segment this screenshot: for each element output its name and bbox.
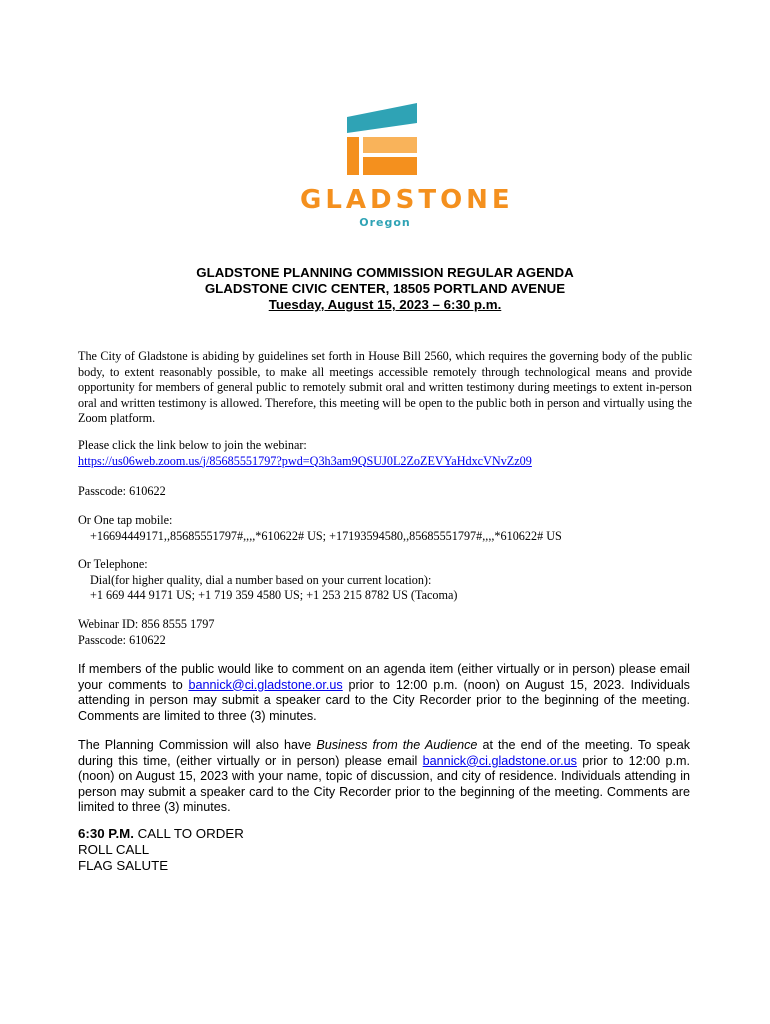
comment-text-2: prior to 12:00 p.m. (noon) on August 15, 2023. Individuals attending in person may submit a speaker card to the City Recorder prior to the beginning of the meeting. Comments are limited to three (3) minutes. xyxy=(78,677,690,723)
audience-text-2: at the end of the meeting. To speak during this time, (either virtually or in person) please email xyxy=(78,738,690,768)
webinar-prompt: Please click the link below to join the webinar: xyxy=(78,438,307,452)
audience-text-1: The Planning Commission will also have xyxy=(78,738,317,752)
agenda-heading xyxy=(0,265,770,313)
mobile-numbers: +16694449171,,85685551797#,,,,*610622# US; +17193594580,,85685551797#,,,,*610622# US xyxy=(90,528,562,543)
agenda-items xyxy=(78,826,690,873)
logo-wordmark: GLADSTONE xyxy=(300,185,514,215)
comment-text-1: If members of the public would like to comment on an agenda item (either virtually or in person) please email your comments to xyxy=(78,662,690,692)
intro-paragraph: The City of Gladstone is abiding by guidelines set forth in House Bill 2560, which requires the governing body of the public body, to extent reasonably possible, to make all meetings accessible remotely through technological means and provide opportunity for members of general public to remotely submit oral and written testimony during meetings to extent in-person oral and written testimony is allowed. Therefore, this meeting will be open to the public both in person and virtually using the Zoom platform. xyxy=(78,349,692,425)
comment-paragraph xyxy=(78,662,690,724)
heading-title: GLADSTONE PLANNING COMMISSION REGULAR AGENDA xyxy=(196,265,574,280)
audience-paragraph xyxy=(78,738,690,816)
email-link[interactable]: bannick@ci.gladstone.or.us xyxy=(188,677,343,692)
passcode: Passcode: 610622 xyxy=(78,484,166,498)
flag-salute: FLAG SALUTE xyxy=(78,857,169,873)
zoom-link[interactable]: https://us06web.zoom.us/j/85685551797?pwd=Q3h3am9QSUJ0L2ZoZEVYaHdxcVNvZz09 xyxy=(78,453,532,468)
heading-location: GLADSTONE CIVIC CENTER, 18505 PORTLAND AVENUE xyxy=(204,281,566,296)
gladstone-logo-mark xyxy=(345,103,425,175)
webinar-id: Webinar ID: 856 8555 1797 xyxy=(78,617,215,631)
webinar-block xyxy=(78,438,692,469)
mobile-label: Or One tap mobile: xyxy=(78,513,173,527)
call-to-order-label: CALL TO ORDER xyxy=(133,826,244,841)
email-link-2[interactable]: bannick@ci.gladstone.or.us xyxy=(422,753,577,768)
telephone-note: Dial(for higher quality, dial a number based on your current location): xyxy=(90,572,432,587)
call-to-order xyxy=(78,826,690,842)
agenda-time: 6:30 P.M. xyxy=(78,826,134,841)
roll-call: ROLL CALL xyxy=(78,841,150,857)
logo-subtitle: Oregon xyxy=(359,216,411,229)
heading-date: Tuesday, August 15, 2023 – 6:30 p.m. xyxy=(268,297,502,312)
passcode-2: Passcode: 610622 xyxy=(78,632,166,647)
telephone-label: Or Telephone: xyxy=(78,557,148,571)
telephone-numbers: +1 669 444 9171 US; +1 719 359 4580 US; +1 253 215 8782 US (Tacoma) xyxy=(90,588,458,602)
audience-italic: Business from the Audience xyxy=(316,738,478,752)
telephone-block xyxy=(78,557,692,604)
audience-text-3: prior to 12:00 p.m. (noon) on August 15, 2023 with your name, topic of discussion, and city of residence. Individuals attending in person may submit a speaker card to the City Recorder prior to the beginning of the meeting. Comments are limited to three (3) minutes. xyxy=(78,753,690,814)
webinar-id-block xyxy=(78,617,692,648)
gladstone-logo xyxy=(300,103,514,231)
mobile-block xyxy=(78,513,692,544)
